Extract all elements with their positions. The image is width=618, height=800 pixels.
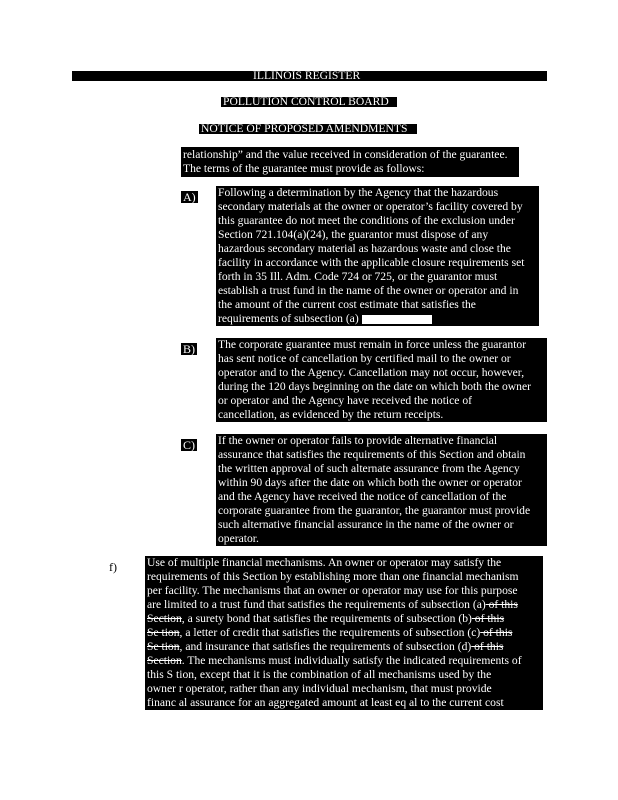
section-f-marker: f) bbox=[109, 560, 117, 574]
struck-text: of this bbox=[485, 598, 518, 611]
item-c-line: within 90 days after the date on which both the owner or operator bbox=[218, 476, 522, 489]
item-c-marker: C) bbox=[183, 438, 195, 452]
section-f-line: Use of multiple financial mechanisms. An owner or operator may satisfy the bbox=[147, 556, 502, 569]
section-f-text: , a surety bond that satisfies the requirements of subsection (b) bbox=[181, 612, 472, 625]
item-b-line: during the 120 days beginning on the date on which both the owner bbox=[218, 380, 531, 393]
item-a-line bbox=[218, 312, 432, 326]
section-f-line bbox=[147, 598, 518, 612]
section-f-line bbox=[147, 626, 512, 640]
section-f-line: this S tion, except that it is the combination of all mechanisms used by the bbox=[147, 668, 492, 681]
item-a-line: hazardous secondary material as hazardous waste and close the bbox=[218, 242, 511, 255]
section-f-text: are limited to a trust fund that satisfies the requirements of subsection (a) bbox=[147, 598, 486, 611]
item-b-line: cancellation, as evidenced by the return receipts. bbox=[218, 408, 444, 421]
item-a-line: Section 721.104(a)(24), the guarantor must dispose of any bbox=[218, 228, 489, 241]
item-a-line: establish a trust fund in the name of the owner or operator and in bbox=[218, 284, 519, 297]
item-c-line: corporate guarantee from the guarantor, the guarantor must provide bbox=[218, 504, 531, 517]
board-title: POLLUTION CONTROL BOARD bbox=[223, 95, 389, 108]
item-c-line: such alternative financial assurance in the name of the owner or bbox=[218, 518, 514, 531]
item-a-line: forth in 35 Ill. Adm. Code 724 or 725, or the guarantor must bbox=[218, 270, 498, 283]
item-a-line: Following a determination by the Agency that the hazardous bbox=[218, 186, 499, 199]
struck-text bbox=[362, 315, 432, 324]
section-f-text: . The mechanisms must individually satisfy the indicated requirements of bbox=[181, 654, 522, 667]
struck-text: Se tion bbox=[147, 640, 180, 653]
section-f-line: owner r operator, rather than any individual mechanism, that must provide bbox=[147, 682, 492, 695]
section-f-line: requirements of this Section by establishing more than one financial mechanism bbox=[147, 570, 519, 583]
item-b-line: The corporate guarantee must remain in force unless the guarantor bbox=[218, 338, 527, 351]
item-b-line: operator and to the Agency. Cancellation may not occur, however, bbox=[218, 366, 525, 379]
item-c-line: operator. bbox=[218, 532, 259, 545]
section-f-line bbox=[147, 612, 504, 626]
struck-text: of this bbox=[471, 612, 505, 625]
item-b-marker: B) bbox=[183, 342, 195, 356]
struck-text: Section bbox=[147, 612, 182, 625]
section-f-line bbox=[147, 654, 522, 668]
intro-line-2: The terms of the guarantee must provide as follows: bbox=[183, 162, 425, 175]
section-f-line bbox=[147, 640, 503, 654]
item-a-line: secondary materials at the owner or operator’s facility covered by bbox=[218, 200, 523, 213]
struck-text: of this bbox=[480, 626, 513, 639]
section-f-line: per facility. The mechanisms that an owner or operator may use for this purpose bbox=[147, 584, 518, 597]
item-a-line: facility in accordance with the applicable closure requirements set bbox=[218, 256, 525, 269]
item-c-line: and the Agency have received the notice of cancellation of the bbox=[218, 490, 507, 503]
section-f-text: , a letter of credit that satisfies the requirements of subsection (c) bbox=[179, 626, 481, 639]
struck-text: of this bbox=[471, 640, 504, 653]
register-title: ILLINOIS REGISTER bbox=[253, 69, 361, 82]
struck-text: Section bbox=[147, 654, 182, 667]
notice-title: NOTICE OF PROPOSED AMENDMENTS bbox=[201, 122, 408, 135]
item-c-line: If the owner or operator fails to provide alternative financial bbox=[218, 434, 498, 447]
item-c-line: assurance that satisfies the requirements of this Section and obtain bbox=[218, 448, 526, 461]
item-a-marker: A) bbox=[183, 190, 196, 204]
item-a-line: this guarantee do not meet the conditions of the exclusion under bbox=[218, 214, 515, 227]
intro-line-1: relationship” and the value received in consideration of the guarantee. bbox=[183, 148, 508, 161]
item-c-line: the written approval of such alternate assurance from the Agency bbox=[218, 462, 520, 475]
item-a-line: the amount of the current cost estimate that satisfies the bbox=[218, 298, 476, 311]
section-f-text: , and insurance that satisfies the requirements of subsection (d) bbox=[179, 640, 472, 653]
item-a-last-text: requirements of subsection (a) bbox=[218, 312, 359, 325]
struck-text: Se tion bbox=[147, 626, 180, 639]
item-b-line: has sent notice of cancellation by certified mail to the owner or bbox=[218, 352, 511, 365]
item-b-line: or operator and the Agency have received the notice of bbox=[218, 394, 472, 407]
section-f-line: financ al assurance for an aggregated amount at least eq al to the current cost bbox=[147, 696, 504, 709]
